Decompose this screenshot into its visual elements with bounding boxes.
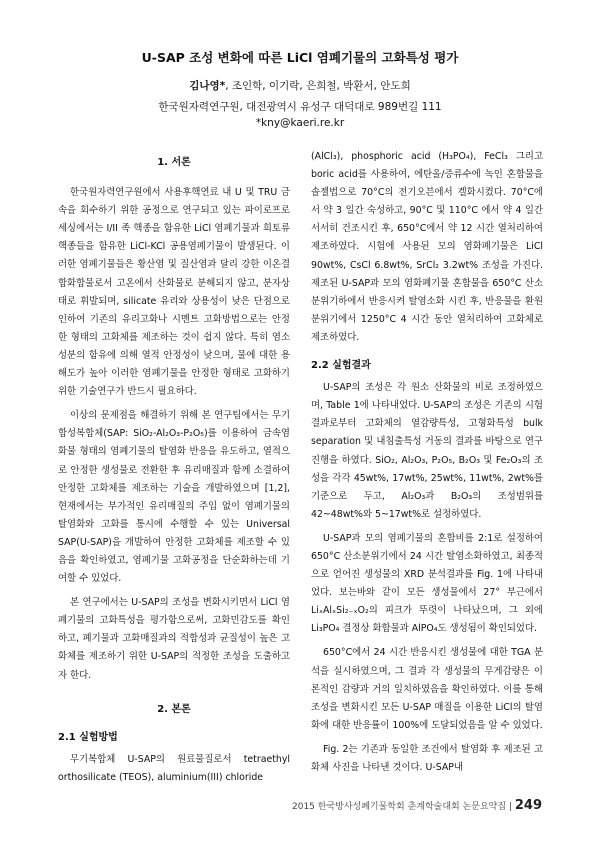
section-heading-introduction: 1. 서론	[157, 157, 191, 168]
page-footer	[292, 798, 542, 813]
paragraph-intro-1: 한국원자력연구원에서 사용후핵연료 내 U 및 TRU 금속을 회수하기 위한 공정으로 연구되고 있는 파이로프로세싱에서는 I/II 족 핵종을 함유한 LiCl 염폐기물과 희토류 핵종들을 함유한 LiCl-KCl 공용염폐기물이 발생된다. 이러한 염폐기물들은 황산염 및 질산염과 달리 강한 이온결합화합물로서 고온에서 산화물로 분해되지 않고, 분자상태로 휘발되며, silicate 유리와 상용성이 낮은 단점으로 인하여 기존의 유리고화나 시멘트 고화방법으로는 안정한 형태의 고화체를 제조하는 것이 쉽지 않다. 특히 염소성분의 함유에 의해 열적 안정성이 낮으며, 물에 대한 용해도가 높아 이러한 염폐기물을 안정한 형태로 고화하기 위한 기술연구가 반드시 필요하다.	[58, 187, 290, 398]
author-email: *kny@kaeri.re.kr	[255, 117, 345, 129]
paper-title: U-SAP 조성 변화에 따른 LiCl 염폐기물의 고화특성 평가	[141, 50, 459, 65]
conference-name: 2015 한국방사성폐기물학회 춘계학술대회 논문요약집	[292, 802, 507, 812]
paragraph-intro-3: 본 연구에서는 U-SAP의 조성을 변화시키면서 LiCl 염폐기물의 고화특성을 평가함으로써, 고화민감도를 확인하고, 폐기물과 고화매질과의 적합성과 균질성이 높은 고화체를 제조하기 위한 U-SAP의 적정한 조성을 도출하고자 한다.	[58, 597, 290, 681]
paragraph-results-4: Fig. 2는 기존과 동일한 조건에서 탈염화 후 제조된 고화체 사진을 나타낸 것이다. U-SAP내	[311, 743, 543, 773]
paragraph-methods-2: (AlCl₃), phosphoric acid (H₃PO₄), FeCl₃ 그리고 boric acid를 사용하여, 에탄올/증류수에 녹인 혼합물을 솔젤법으로 70°C의 전기오븐에서 겔화시켰다. 70°C에서 약 3 일간 숙성하고, 90°C 및 110°C 에서 약 4 일간 서서히 건조시킨 후, 650°C에서 약 12 시간 열처리하여 제조하였다. 시험에 사용된 모의 염화폐기물은 LiCl 90wt%, CsCl 6.8wt%, SrCl₂ 3.2wt% 조성을 가진다. 제조된 U-SAP과 모의 염화폐기물 혼합물을 650°C 산소분위기하에서 반응시켜 탈염소화 시킨 후, 반응물을 환원분위기에서 1250°C 4 시간 동안 열처리하여 고화체로 제조하였다.	[311, 151, 543, 343]
paragraph-results-1: U-SAP의 조성은 각 원소 산화물의 비로 조정하였으며, Table 1에 나타내었다. U-SAP의 조성은 기존의 시험 결과로부터 고화체의 열감량특성, 고형화특성 bulk separation 및 내침출특성 거동의 결과를 바탕으로 연구 진행을 하였다. SiO₂, Al₂O₃, P₂O₅, B₂O₃ 및 Fe₂O₃의 조성을 각각 45wt%, 17wt%, 25wt%, 11wt%, 2wt%를 기준으로 두고, Al₂O₃과 B₂O₃의 조성범위를 42~48wt%와 5~17wt%로 설정하였다.	[311, 382, 543, 520]
left-column	[58, 148, 290, 793]
coauthors: , 조인학, 이기락, 은희철, 박환서, 안도희	[225, 80, 411, 92]
section-heading-body: 2. 본론	[157, 703, 191, 715]
right-column	[311, 148, 543, 783]
paragraph-results-3: 650°C에서 24 시간 반응시킨 생성물에 대한 TGA 분석을 실시하였으며, 그 결과 각 생성물의 무게감량은 이론적인 감량과 거의 일치하였음을 확인하였다. 이를 통해 조성을 변화시킨 모든 U-SAP 매질을 이용한 LiCl의 탈염화에 대한 반응률이 100%에 도달되었음을 알 수 있었다.	[311, 647, 543, 731]
subsection-heading-methods: 2.1 실험방법	[58, 731, 118, 743]
paragraph-results-2: U-SAP과 모의 염폐기물의 혼합비를 2:1로 설정하여 650°C 산소분위기에서 24 시간 탈염소화하였고, 최종적으로 얻어진 생성물의 XRD 분석결과를 Fig. 1에 나타내었다. 보는바와 같이 모든 생성물에서 27° 부근에서 LiₓAlₓSi₂₋ₓO₂의 피크가 뚜렷이 나타났으며, 그 외에 Li₃PO₄ 결정상 화합물과 AlPO₄도 생성됨이 확인되었다.	[311, 532, 543, 635]
footer-separator: |	[508, 802, 512, 812]
author-line	[0, 78, 600, 93]
affiliation: 한국원자력연구원, 대전광역시 유성구 대덕대로 989번길 111	[158, 101, 442, 113]
paragraph-intro-2: 이상의 문제점을 해결하기 위해 본 연구팀에서는 무기합성복합체(SAP: SiO₂-Al₂O₃-P₂O₅)를 이용하여 금속염화물 형태의 염폐기물의 탈염화 반응을 유도하고, 열적으로 안정한 생성물로 전환한 후 유리매질과 함께 소결하여 안정한 고화체를 제조하는 기술을 개발하였으며 [1,2], 현재에서는 부가적인 유리매질의 주입 없이 염폐기물의 탈염화와 고화를 통시에 수행할 수 있는 Universal SAP(U-SAP)을 개발하여 안정한 고화체를 제조할 수 있음을 확인하였고, 염폐기물 고화공정을 단순화하는데 기여할 수 있었다.	[58, 410, 290, 585]
paragraph-methods-1: 무기복합체 U-SAP의 원료물질로서 tetraethyl orthosilicate (TEOS), aluminium(III) chloride	[58, 753, 290, 783]
lead-author: 김나영*	[189, 80, 226, 92]
subsection-heading-results: 2.2 실험결과	[311, 360, 371, 372]
page-number: 249	[514, 798, 542, 813]
